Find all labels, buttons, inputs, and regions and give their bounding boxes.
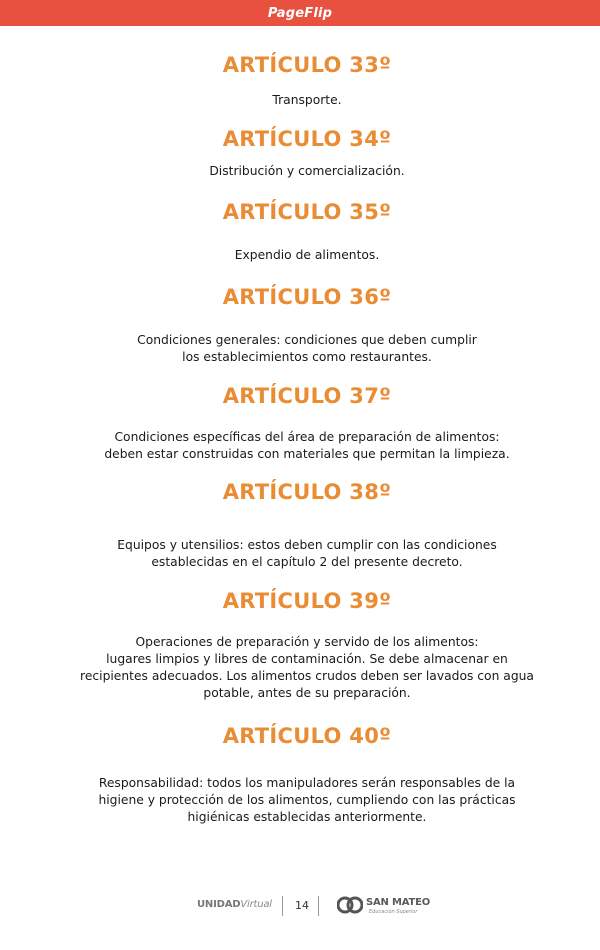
article-text-line: Operaciones de preparación y servido de los alimentos: (135, 635, 479, 649)
san-mateo-subtitle: Educación Superior (369, 909, 418, 915)
page-footer (0, 892, 600, 920)
brand-bold-text: UNIDAD (197, 899, 241, 910)
article-text-line: deben estar construidas con materiales que permitan la limpieza. (104, 447, 510, 461)
article-text-line: Condiciones específicas del área de preparación de alimentos: (114, 430, 500, 444)
article-text-line: lugares limpios y libres de contaminación. Se debe almacenar en (106, 652, 508, 666)
app-title: PageFlip (267, 5, 333, 21)
article-text (0, 634, 600, 702)
unidad-virtual-logo (197, 899, 272, 910)
article-heading: ARTÍCULO 33º (222, 53, 392, 77)
article-heading: ARTÍCULO 39º (222, 589, 392, 613)
page-number: 14 (295, 899, 309, 912)
article-heading: ARTÍCULO 37º (222, 384, 392, 408)
article-text-line: potable, antes de su preparación. (203, 686, 411, 700)
article-text-line: los establecimientos como restaurantes. (182, 350, 432, 364)
article-heading: ARTÍCULO 34º (222, 127, 392, 151)
article-text-line: Responsabilidad: todos los manipuladores serán responsables de la (98, 776, 516, 790)
article-heading: ARTÍCULO 35º (222, 200, 392, 224)
article-text (0, 332, 600, 366)
article-text (0, 163, 600, 180)
article-text-line: Transporte. (272, 93, 342, 107)
article-heading: ARTÍCULO 38º (222, 480, 392, 504)
article-heading: ARTÍCULO 36º (222, 285, 392, 309)
article-text-line: recipientes adecuados. Los alimentos crudos deben ser lavados con agua (80, 669, 534, 683)
article-text (0, 429, 600, 463)
san-mateo-logo-icon (337, 894, 363, 916)
top-bar (0, 0, 600, 26)
article-text (0, 775, 600, 826)
article-heading: ARTÍCULO 40º (222, 724, 392, 748)
article-text (0, 247, 600, 264)
article-text-line: Condiciones generales: condiciones que deben cumplir (137, 333, 477, 347)
article-text-line: Expendio de alimentos. (234, 248, 380, 262)
article-text-line: higiénicas establecidas anteriormente. (187, 810, 427, 824)
divider (318, 896, 319, 916)
article-text (0, 92, 600, 109)
article-text (0, 537, 600, 571)
article-text-line: Distribución y comercialización. (209, 164, 405, 178)
brand-light-text: Virtual (240, 899, 272, 910)
divider (282, 896, 283, 916)
article-text-line: Equipos y utensilios: estos deben cumplir con las condiciones (117, 538, 497, 552)
article-text-line: higiene y protección de los alimentos, cumpliendo con las prácticas (98, 793, 516, 807)
san-mateo-name: SAN MATEO (366, 897, 431, 908)
article-text-line: establecidas en el capítulo 2 del presente decreto. (151, 555, 463, 569)
